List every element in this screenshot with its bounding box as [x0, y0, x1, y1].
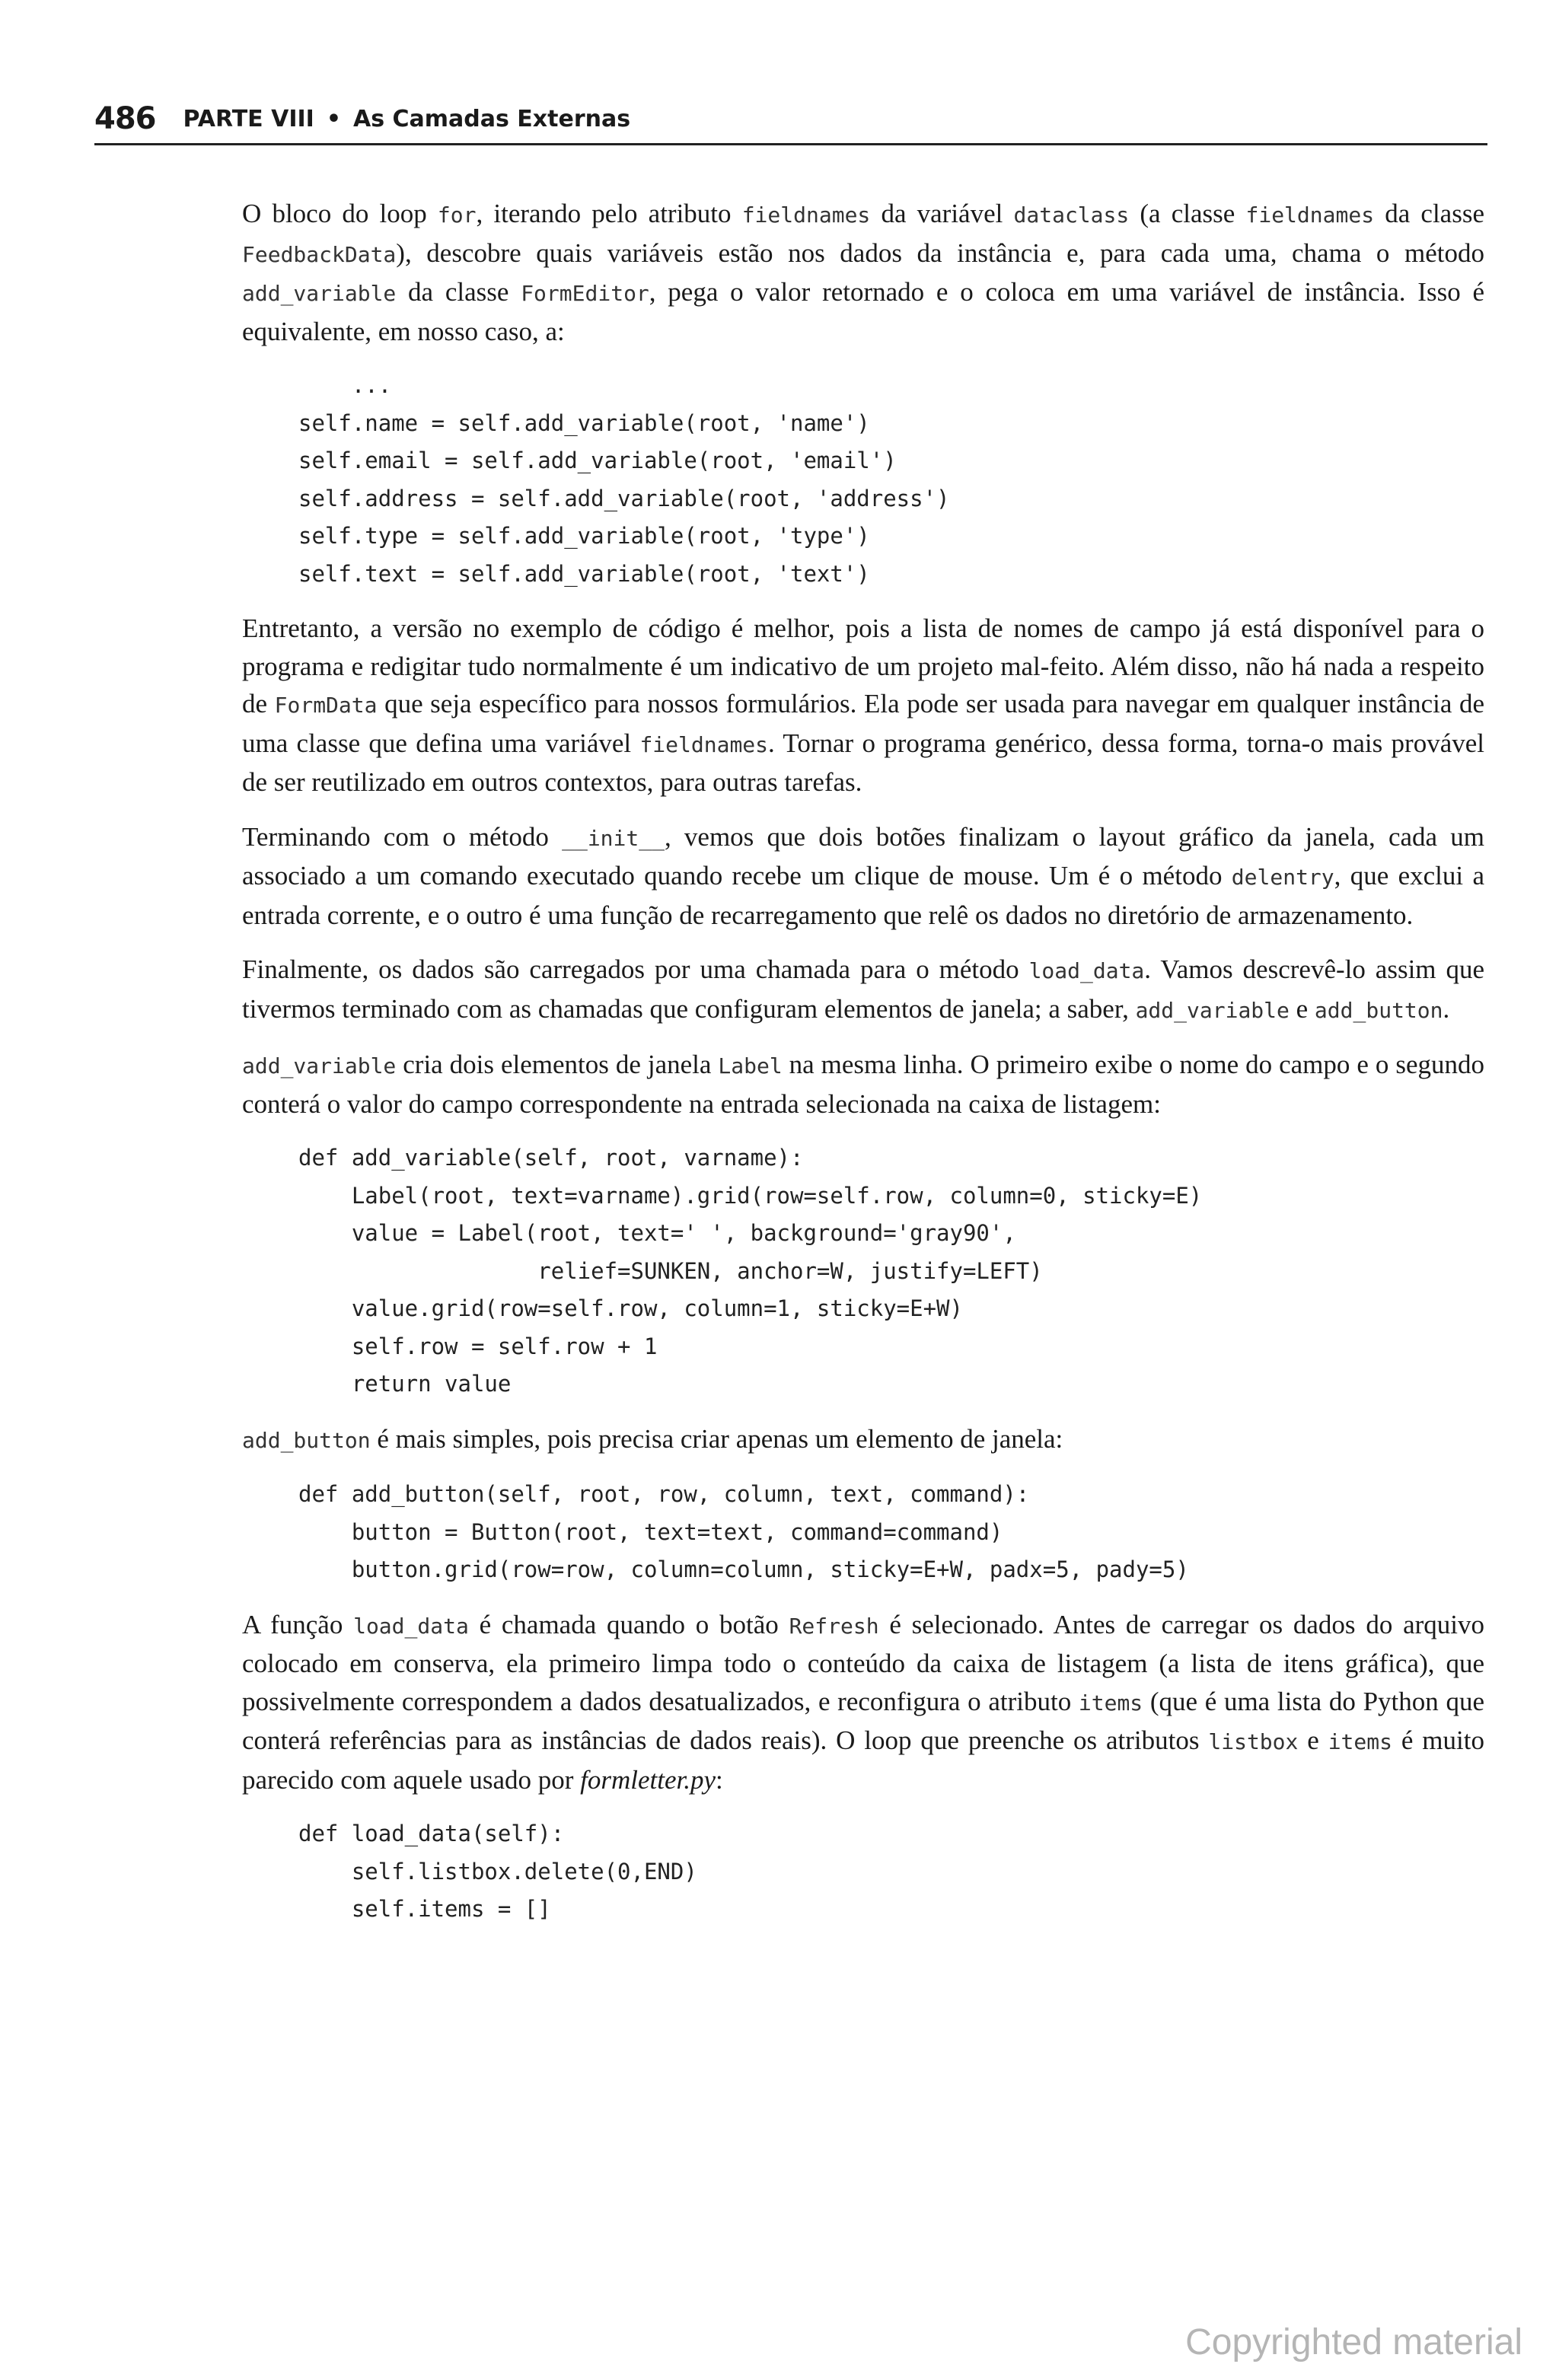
- text-run: da classe: [1374, 199, 1484, 228]
- text-run: . Vamos descrevê-lo assim que tivermos terminado com as chamadas que configuram elementos de janela; a saber,: [242, 954, 1484, 1024]
- inline-code: fieldnames: [1245, 202, 1375, 228]
- text-run: (que é uma lista do Python que conterá referências para as instâncias de dados reais). O loop que preenche os atributos: [242, 1686, 1484, 1755]
- inline-code: load_data: [353, 1613, 469, 1639]
- code-line: button.grid(row=row, column=column, sticky=E+W, padx=5, pady=5): [298, 1556, 1189, 1582]
- code-line: self.type = self.add_variable(root, 'type'): [298, 523, 870, 549]
- paragraph-5: [242, 1046, 1484, 1123]
- text-run: Finalmente, os dados são carregados por uma chamada para o método: [242, 954, 1029, 984]
- inline-code: for: [437, 202, 477, 228]
- text-run: A função: [242, 1609, 354, 1639]
- code-line: Label(root, text=varname).grid(row=self.row, column=0, sticky=E): [298, 1182, 1203, 1209]
- inline-code: delentry: [1231, 865, 1334, 890]
- text-run: O bloco do loop: [242, 199, 438, 228]
- code-block-2: [298, 1139, 1484, 1403]
- text-run: e: [1298, 1725, 1328, 1755]
- paragraph-4: [242, 951, 1484, 1029]
- inline-code: __init__: [562, 825, 665, 851]
- code-block-1: [298, 367, 1484, 593]
- copyright-watermark: Copyrighted material: [1185, 2322, 1522, 2362]
- text-run: :: [716, 1764, 723, 1795]
- text-run: Terminando com o método: [242, 821, 563, 852]
- inline-code: add_variable: [242, 281, 397, 306]
- text-run: que seja específico para nossos formulários. Ela pode ser usada para navegar em qualquer instância de uma classe que defina uma variável: [242, 689, 1484, 758]
- code-line: ...: [298, 372, 392, 398]
- text-run: (a classe: [1129, 199, 1246, 228]
- inline-code: load_data: [1028, 958, 1145, 983]
- page-body: [242, 195, 1484, 1945]
- text-run: na mesma linha. O primeiro exibe o nome do campo e o segundo conterá o valor do campo correspondente na entrada selecionada na caixa de listagem:: [242, 1050, 1484, 1119]
- text-run: da variável: [870, 199, 1014, 228]
- paragraph-3: [242, 818, 1484, 935]
- running-header: [94, 97, 1487, 140]
- paragraph-6: [242, 1420, 1484, 1460]
- page-number: 486: [94, 101, 156, 136]
- inline-code: listbox: [1208, 1729, 1299, 1754]
- inline-code: items: [1078, 1690, 1143, 1716]
- code-block-3: [298, 1476, 1484, 1589]
- inline-code: add_button: [242, 1427, 371, 1453]
- inline-code: add_variable: [1135, 997, 1290, 1023]
- text-run: , vemos que dois botões finalizam o layout gráfico da janela, cada um associado a um comando executado quando recebe um clique de mouse. Um é o método: [242, 821, 1485, 891]
- filename-italic: formletter.py: [580, 1764, 716, 1795]
- paragraph-7: [242, 1606, 1484, 1799]
- inline-code: Refresh: [789, 1613, 879, 1639]
- text-run: é muito parecido com aquele usado por: [242, 1725, 1484, 1795]
- code-line: self.row = self.row + 1: [298, 1333, 658, 1359]
- code-line: self.text = self.add_variable(root, 'text'): [298, 560, 870, 587]
- code-line: self.address = self.add_variable(root, 'address'): [298, 485, 950, 511]
- inline-code: FormEditor: [521, 281, 649, 306]
- code-line: value = Label(root, text=' ', background='gray90',: [298, 1220, 1016, 1246]
- inline-code: add_button: [1314, 997, 1443, 1023]
- code-line: value.grid(row=self.row, column=1, sticky=E+W): [298, 1295, 963, 1321]
- inline-code: fieldnames: [741, 202, 871, 228]
- code-line: self.email = self.add_variable(root, 'email'): [298, 448, 897, 473]
- inline-code: add_variable: [242, 1053, 397, 1078]
- text-run: da classe: [396, 277, 521, 307]
- text-run: , pega o valor retornado e o coloca em uma variável de instância. Isso é equivalente, em nosso caso, a:: [242, 277, 1484, 346]
- code-line: button = Button(root, text=text, command=command): [298, 1518, 1003, 1545]
- inline-code: FeedbackData: [242, 241, 397, 267]
- inline-code: Label: [718, 1053, 783, 1078]
- header-bullet: •: [326, 105, 341, 132]
- text-run: é chamada quando o botão: [468, 1609, 789, 1639]
- text-run: ), descobre quais variáveis estão nos dados da instância e, para cada uma, chama o método: [396, 237, 1484, 268]
- text-run: é selecionado. Antes de carregar os dados do arquivo colocado em conserva, ela primeiro limpa todo o conteúdo da caixa de listagem (a lista de itens gráfica), que possivelmente correspondem a dados desatualizados, e reconfigura o atributo: [242, 1609, 1484, 1716]
- code-line: def add_button(self, root, row, column, text, command):: [298, 1481, 1030, 1507]
- inline-code: items: [1328, 1729, 1392, 1754]
- text-run: cria dois elementos de janela: [396, 1050, 719, 1079]
- code-line: self.listbox.delete(0,END): [298, 1858, 697, 1885]
- text-run: é mais simples, pois precisa criar apenas um elemento de janela:: [370, 1423, 1063, 1454]
- text-run: , iterando pelo atributo: [476, 199, 742, 228]
- inline-code: dataclass: [1013, 202, 1130, 228]
- section-title: As Camadas Externas: [353, 105, 631, 132]
- code-line: return value: [298, 1371, 512, 1397]
- header-rule: [94, 143, 1487, 145]
- inline-code: FormData: [274, 693, 378, 718]
- text-run: .: [1443, 993, 1450, 1024]
- code-block-4: [298, 1815, 1484, 1929]
- code-line: def load_data(self):: [298, 1821, 565, 1846]
- part-label: PARTE VIII: [183, 105, 314, 132]
- inline-code: fieldnames: [639, 731, 769, 757]
- code-line: def add_variable(self, root, varname):: [298, 1145, 804, 1171]
- paragraph-1: [242, 195, 1484, 350]
- text-run: Entretanto, a versão no exemplo de código é melhor, pois a lista de nomes de campo já está disponível para o programa e redigitar tudo normalmente é um indicativo de um projeto mal-feito. Além disso, não há nada a respeito de: [242, 613, 1484, 718]
- code-line: self.items = []: [298, 1896, 551, 1922]
- text-run: . Tornar o programa genérico, dessa forma, torna-o mais provável de ser reutilizado em outros contextos, para outras tarefas.: [242, 728, 1484, 797]
- code-line: self.name = self.add_variable(root, 'name'): [298, 409, 870, 436]
- text-run: e: [1289, 993, 1315, 1024]
- paragraph-2: [242, 610, 1484, 801]
- text-run: , que exclui a entrada corrente, e o outro é uma função de recarregamento que relê os dados no diretório de armazenamento.: [242, 861, 1484, 930]
- code-line: relief=SUNKEN, anchor=W, justify=LEFT): [298, 1257, 1043, 1284]
